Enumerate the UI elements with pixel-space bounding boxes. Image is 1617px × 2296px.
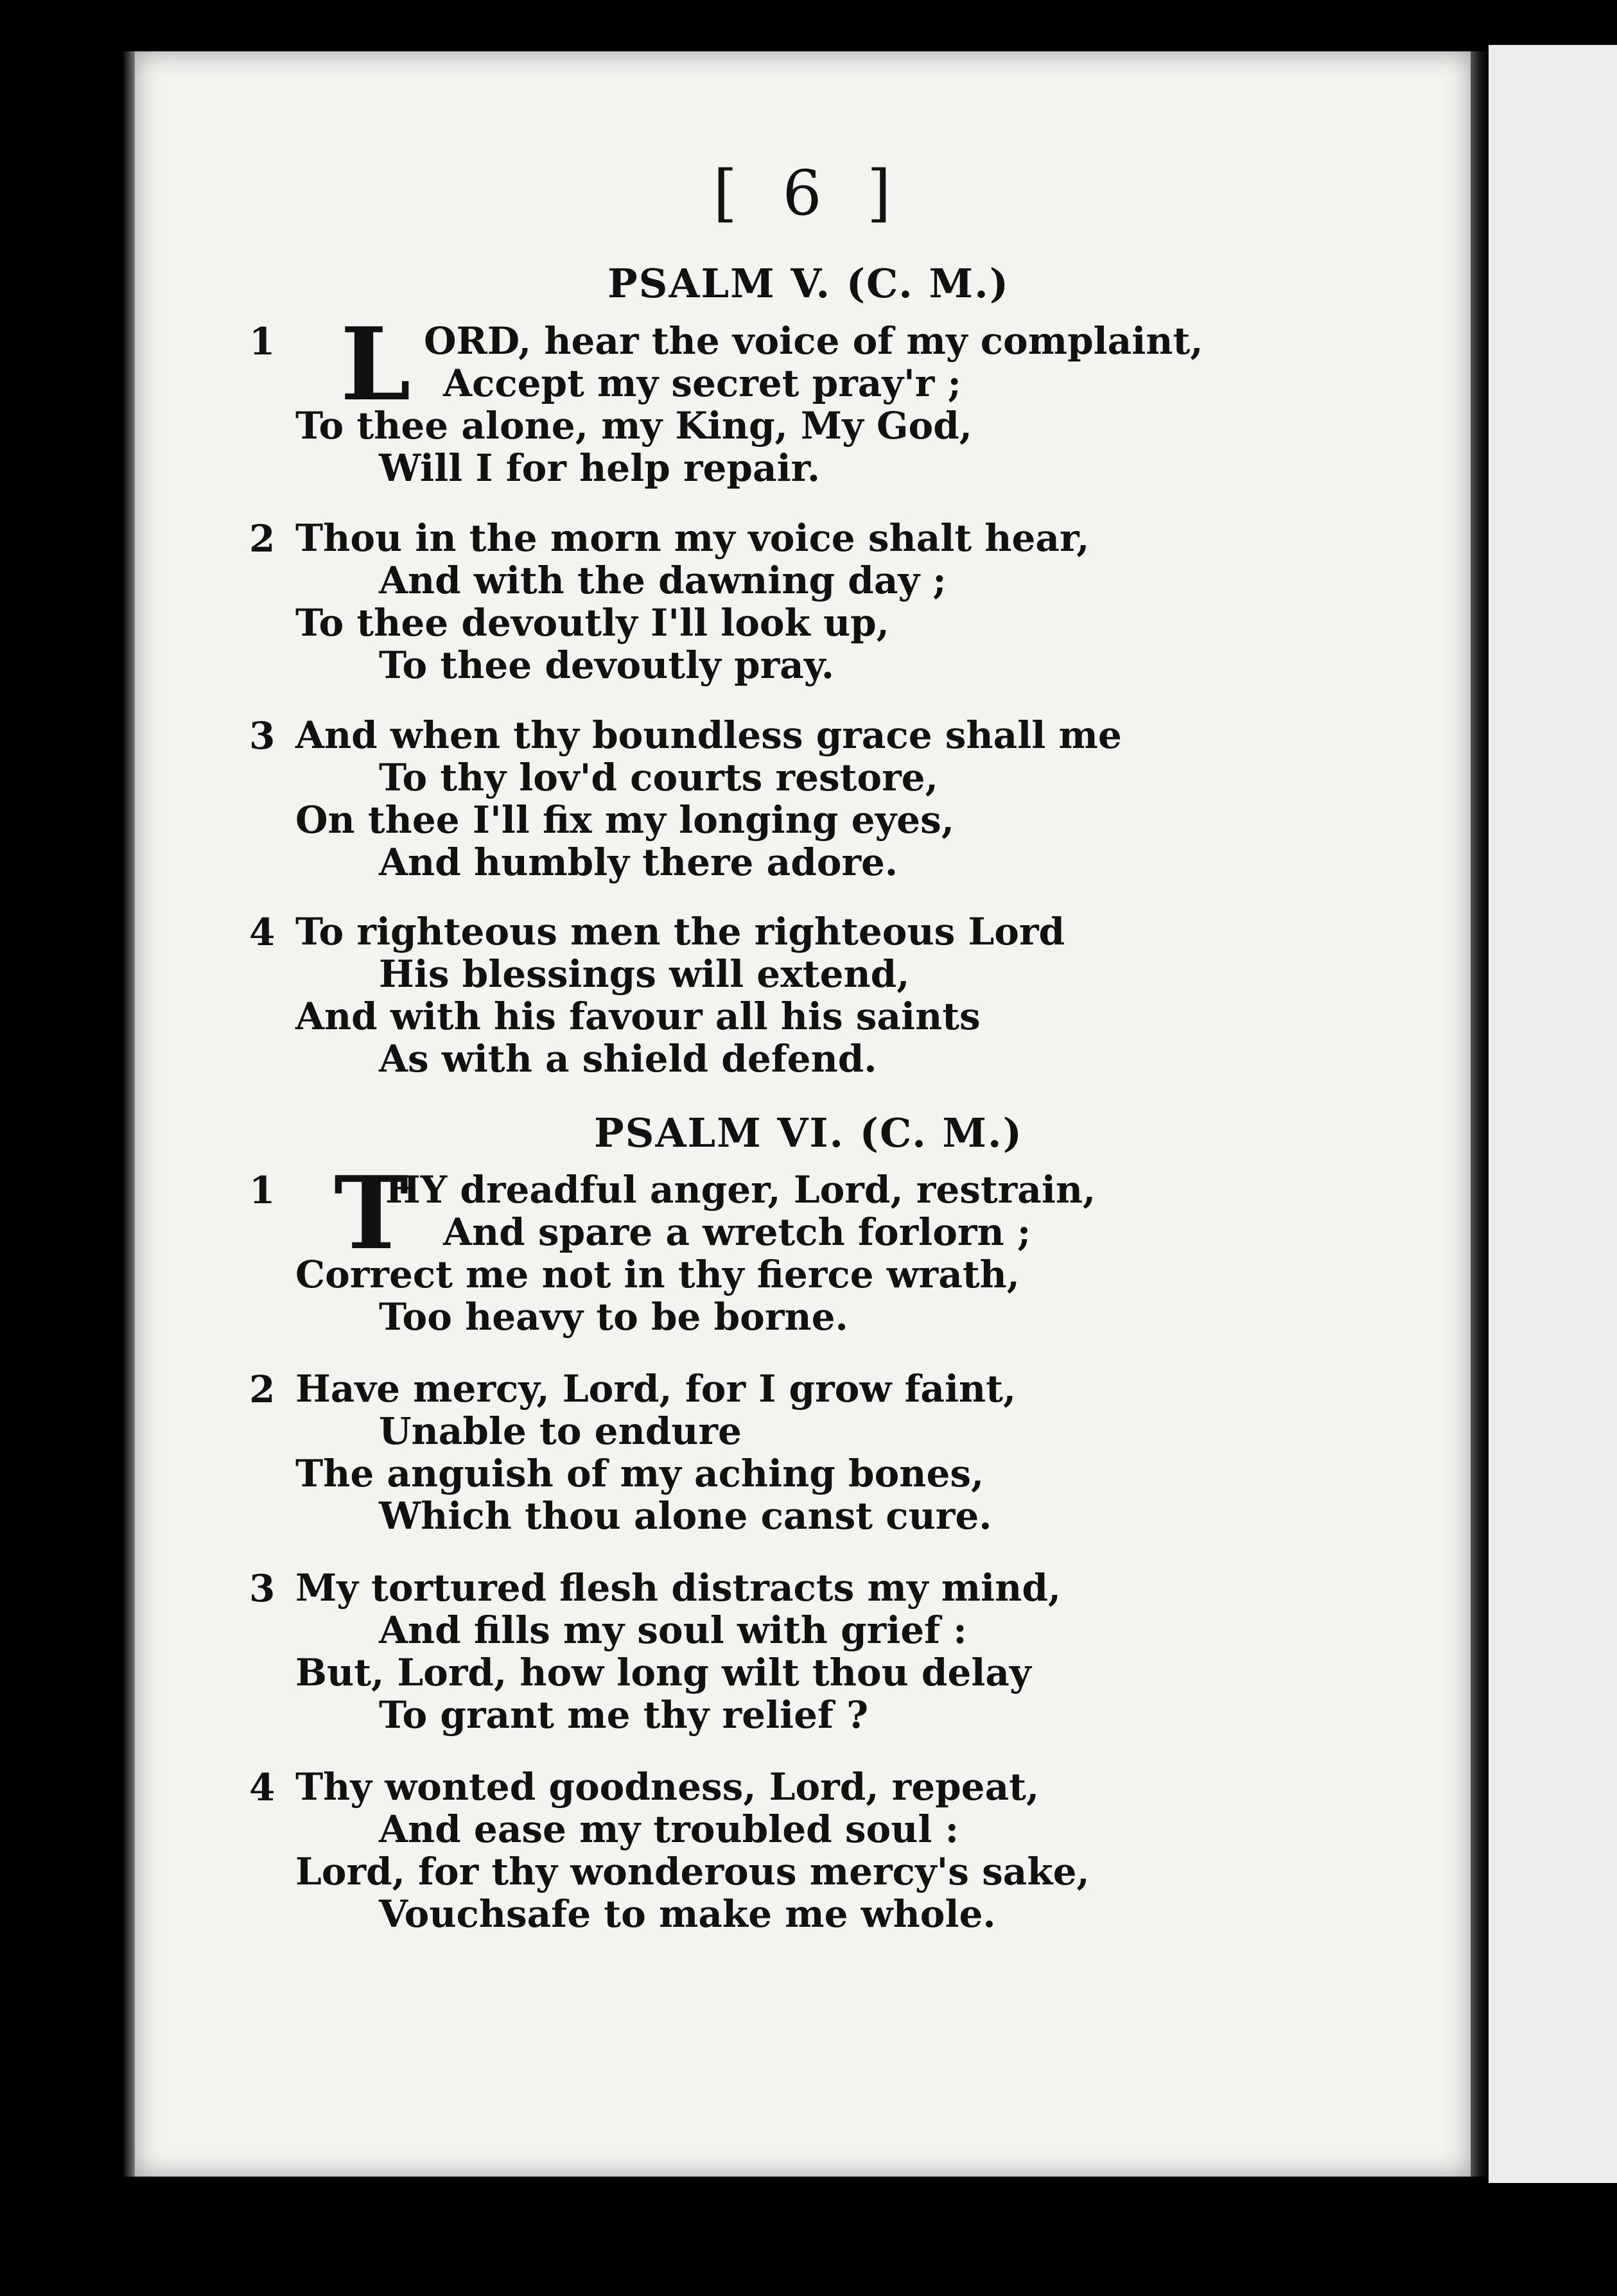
verse-line: To grant me thy relief ? <box>379 1693 869 1737</box>
verse-line: To thee alone, my King, My God, <box>295 404 972 448</box>
stanza <box>249 1566 1387 1737</box>
verse-line: To righteous men the righteous Lord <box>295 910 1065 953</box>
verse-line: Lord, for thy wonderous mercy's sake, <box>295 1850 1090 1893</box>
psalm-heading: PSALM VI. (C. M.) <box>594 1109 1023 1156</box>
psalm-heading: PSALM V. (C. M.) <box>607 260 1010 307</box>
verse-line: The anguish of my aching bones, <box>295 1452 984 1495</box>
verse-line: But, Lord, how long wilt thou delay <box>295 1651 1031 1694</box>
verse-line: Will I for help repair. <box>379 446 821 490</box>
stanza <box>249 910 1387 1081</box>
stanza <box>249 516 1387 687</box>
drop-cap: T <box>334 1154 409 1272</box>
verse-line: And with the dawning day ; <box>379 559 947 602</box>
stanza <box>249 1367 1387 1538</box>
stanza <box>249 1154 1387 1339</box>
verse-line: And ease my troubled soul : <box>379 1807 959 1851</box>
verse-line: To thy lov'd courts restore, <box>379 756 938 799</box>
verse-line: And with his favour all his saints <box>295 995 981 1038</box>
drop-cap: L <box>340 306 411 423</box>
verse-line: Correct me not in thy fierce wrath, <box>295 1253 1020 1296</box>
verse-line: On thee I'll fix my longing eyes, <box>295 798 954 842</box>
verse-line: Accept my secret pray'r ; <box>443 361 961 405</box>
page-number: [ 6 ] <box>713 157 904 229</box>
verse-line: Too heavy to be borne. <box>379 1295 848 1339</box>
stanza-number: 2 <box>249 1368 275 1411</box>
verse-line: And when thy boundless grace shall me <box>295 713 1122 757</box>
verse-line: And spare a wretch forlorn ; <box>443 1210 1031 1254</box>
verse-line: HY dreadful anger, Lord, restrain, <box>385 1168 1096 1212</box>
verse-line: Thy wonted goodness, Lord, repeat, <box>295 1765 1040 1809</box>
verse-line: And fills my soul with grief : <box>379 1608 967 1652</box>
stanza <box>249 713 1387 884</box>
verse-line: And humbly there adore. <box>379 840 898 884</box>
stanza-number: 1 <box>249 320 275 363</box>
stanza-number: 2 <box>249 517 275 561</box>
verse-line: As with a shield defend. <box>379 1037 877 1081</box>
stanza-number: 3 <box>249 714 275 758</box>
verse-line: Have mercy, Lord, for I grow faint, <box>295 1367 1017 1411</box>
verse-line: My tortured flesh distracts my mind, <box>295 1566 1062 1610</box>
verse-line: To thee devoutly I'll look up, <box>295 601 889 645</box>
verse-line: To thee devoutly pray. <box>379 643 834 687</box>
verse-line: Unable to endure <box>379 1409 742 1453</box>
verse-line: Thou in the morn my voice shalt hear, <box>295 516 1090 560</box>
verse-line: His blessings will extend, <box>379 952 910 996</box>
verse-line: Vouchsafe to make me whole. <box>379 1892 996 1936</box>
verse-line: ORD, hear the voice of my complaint, <box>424 319 1203 363</box>
stanza-number: 1 <box>249 1169 275 1212</box>
stanza <box>249 1765 1387 1936</box>
stanza-number: 4 <box>249 1766 275 1809</box>
stanza-number: 3 <box>249 1567 275 1610</box>
verse-line: Which thou alone canst cure. <box>379 1494 992 1538</box>
stanza <box>249 306 1387 490</box>
stanza-number: 4 <box>249 910 275 954</box>
